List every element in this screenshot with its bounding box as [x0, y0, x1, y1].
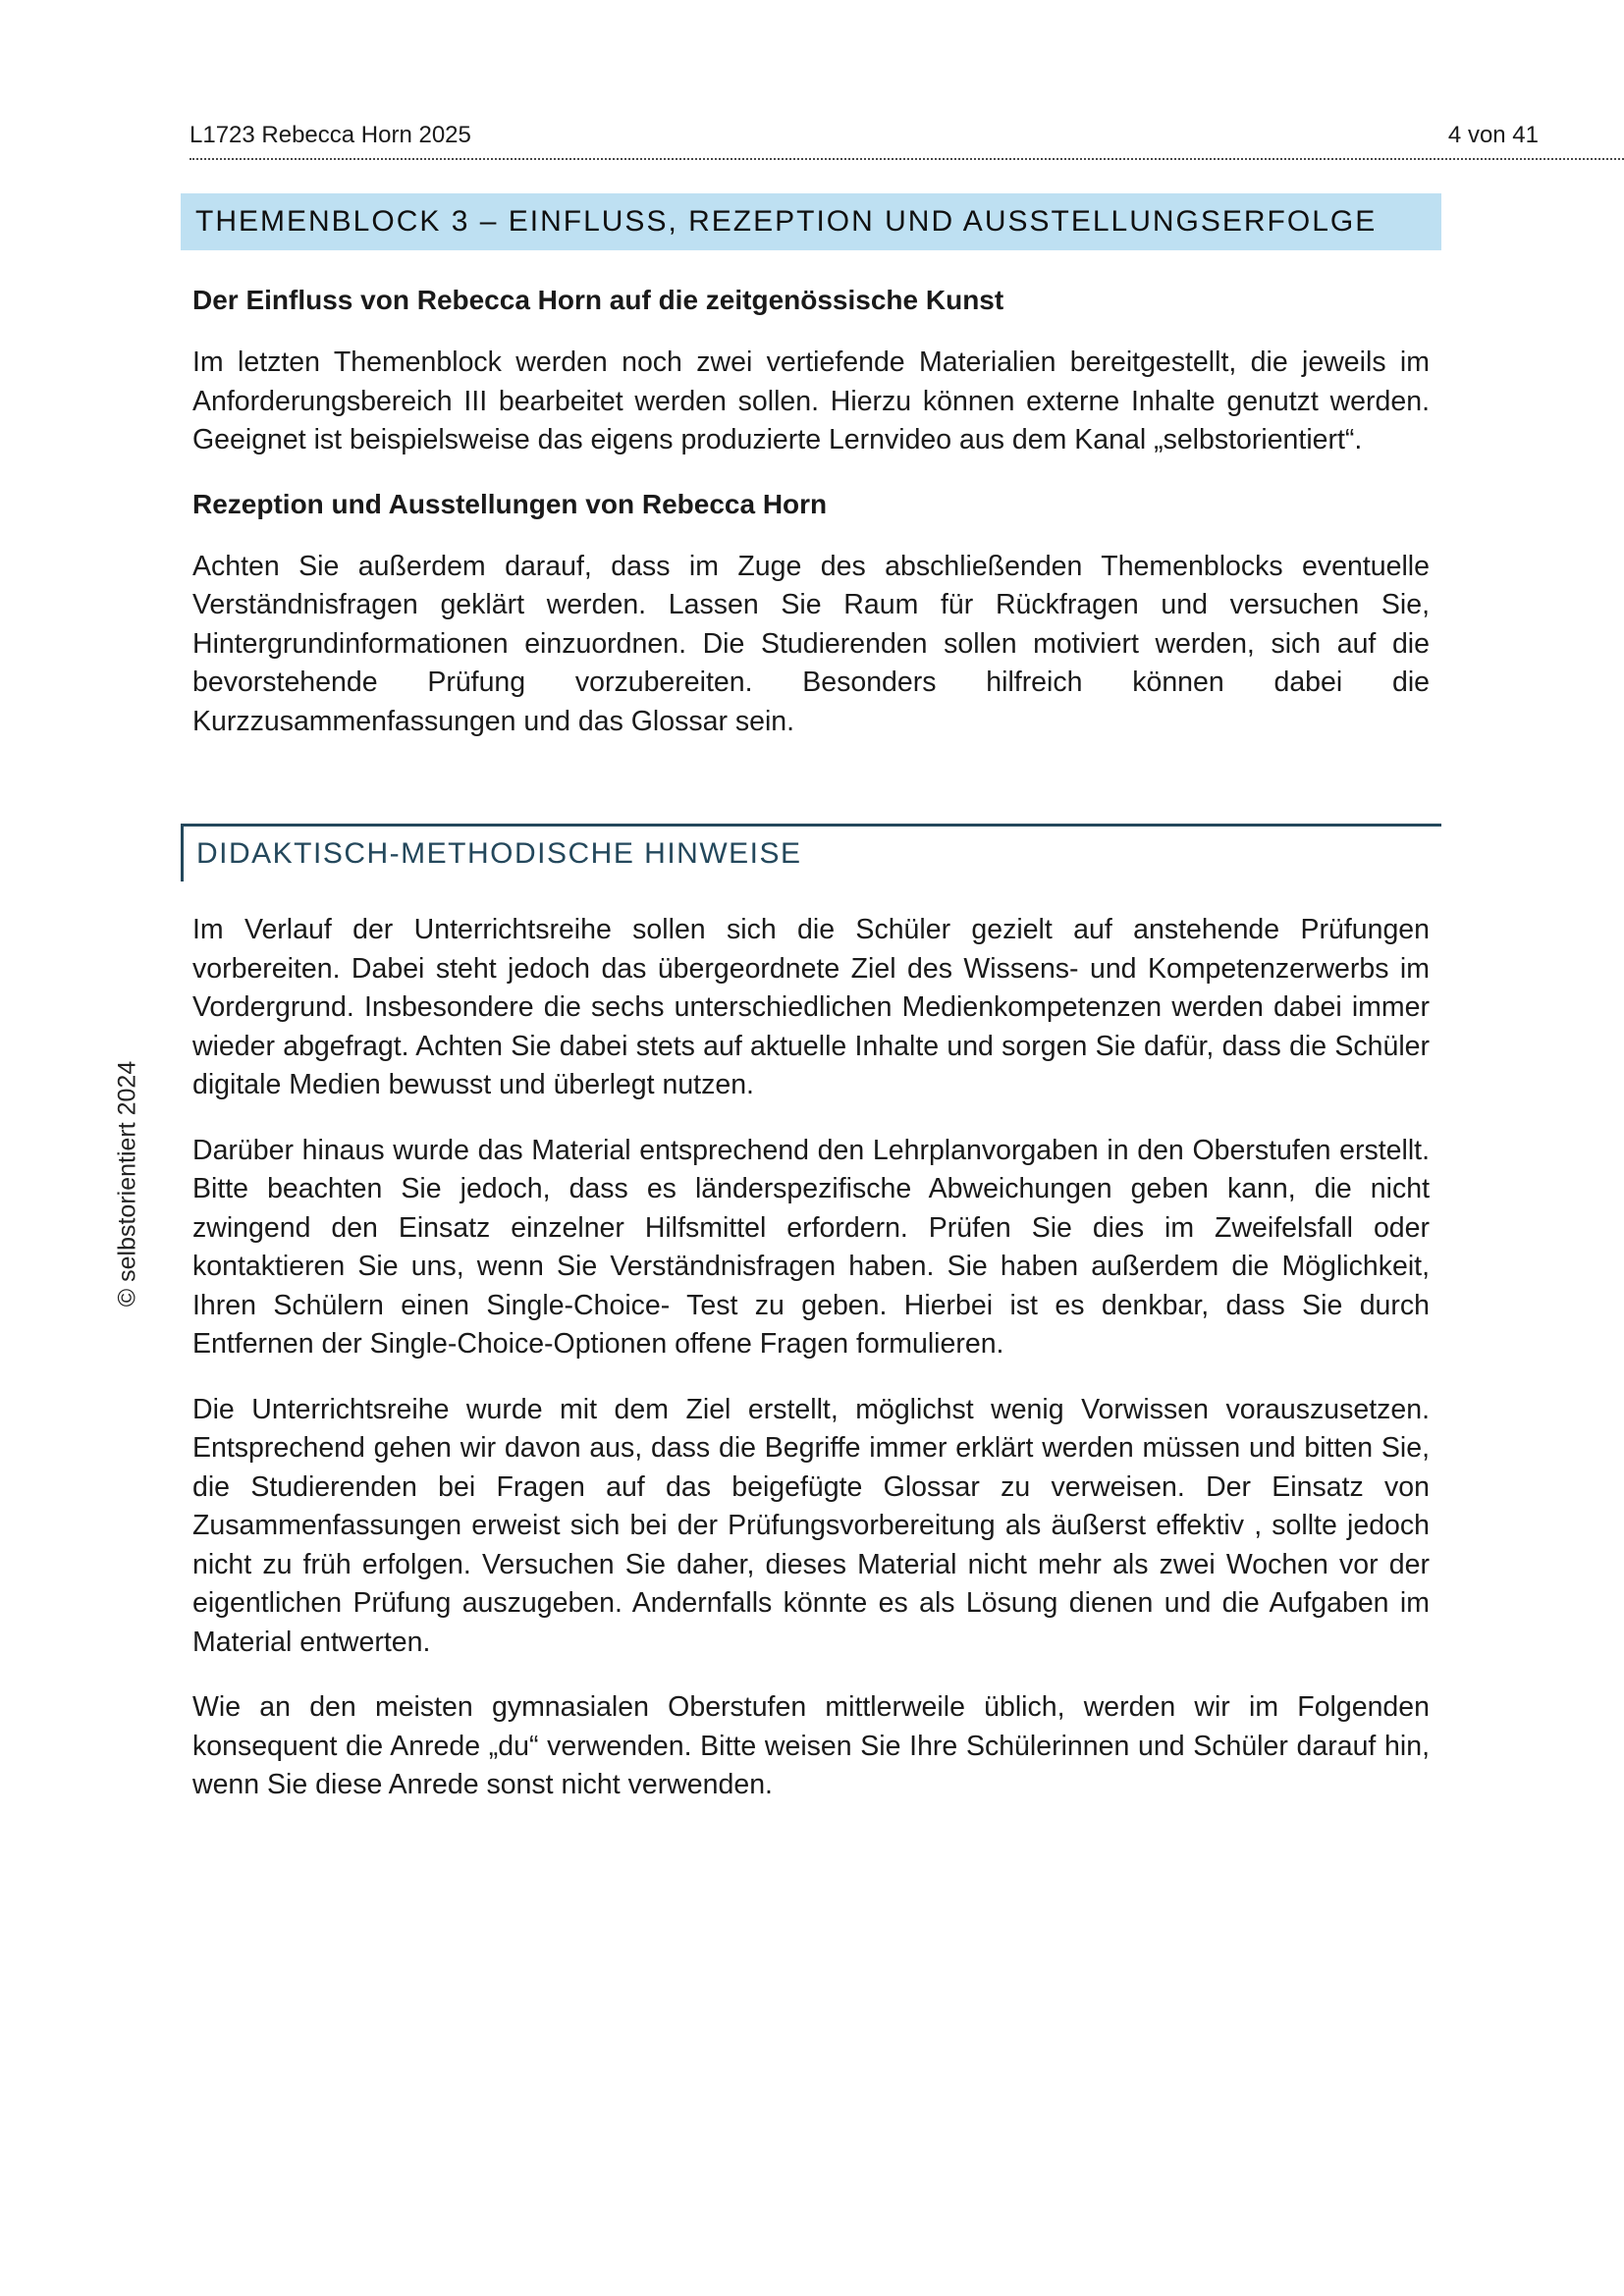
didaktik-section-heading-box [181, 824, 1441, 881]
paragraph-rezeption: Achten Sie außerdem darauf, dass im Zuge des abschließenden Themenblocks eventuelle Verständnisfragen geklärt werden. Lassen Sie Raum für Rückfragen und versuchen Sie, Hintergrundinformationen einzuordnen. Die Studierenden sollen motiviert werden, sich auf die bevorstehende Prüfung vorzubereiten. Besonders hilfreich können dabei die Kurzzusammenfassungen und das Glossar sein. [192, 550, 1430, 737]
subheading-einfluss: Der Einfluss von Rebecca Horn auf die zeitgenössische Kunst [192, 285, 1004, 315]
subheading-rezeption: Rezeption und Ausstellungen von Rebecca Horn [192, 488, 828, 519]
copyright-vertical-label: © selbstorientiert 2024 [113, 1060, 141, 1308]
themenblock-title: THEMENBLOCK 3 – EINFLUSS, REZEPTION UND AUSSTELLUNGSERFOLGE [195, 205, 1378, 238]
paragraph-verlauf: Im Verlauf der Unterrichtsreihe sollen sich die Schüler gezielt auf anstehende Prüfungen vorbereiten. Dabei steht jedoch das übergeordnete Ziel des Wissens- und Kompetenzerwerbs im Vordergrund. Insbesondere die sechs unterschiedlichen Medienkompetenzen werden dabei immer wieder abgefragt. Achten Sie dabei stets auf aktuelle Inhalte und sorgen Sie dafür, dass die Schüler digitale Medien bewusst und überlegt nutzen. [192, 914, 1430, 1100]
paragraph-material: Darüber hinaus wurde das Material entsprechend den Lehrplanvorgaben in den Oberstufen erstellt. Bitte beachten Sie jedoch, dass es länderspezifische Abweichungen geben kann, die nicht zwingend den Einsatz einzelner Hilfsmittel erfordern. Prüfen Sie dies im Zweifelsfall oder kontaktieren Sie uns, wenn Sie Verständnisfragen haben. Sie haben außerdem die Möglichkeit, Ihren Schülern einen Single-Choice- Test zu geben. Hierbei ist es denkbar, dass Sie durch Entfernen der Single-Choice-Optionen offene Fragen formulieren. [192, 1134, 1430, 1360]
paragraph-anrede: Wie an den meisten gymnasialen Oberstufen mittlerweile üblich, werden wir im Folgenden konsequent die Anrede „du“ verwenden. Bitte weisen Sie Ihre Schülerinnen und Schüler darauf hin, wenn Sie diese Anrede sonst nicht verwenden. [192, 1691, 1430, 1800]
header-page-number: 4 von 41 [1447, 122, 1539, 148]
paragraph-einfluss: Im letzten Themenblock werden noch zwei vertiefende Materialien bereitgestellt, die jeweils im Anforderungsbereich III bearbeitet werden sollen. Hierzu können externe Inhalte genutzt werden. Geeignet ist beispielsweise das eigens produzierte Lernvideo aus dem Kanal „selbstorientiert“. [192, 347, 1430, 455]
paragraph-vorwissen: Die Unterrichtsreihe wurde mit dem Ziel erstellt, möglichst wenig Vorwissen vorauszusetzen. Entsprechend gehen wir davon aus, dass die Begriffe immer erklärt werden müssen und bitten Sie, die Studierenden bei Fragen auf das beigefügte Glossar zu verweisen. Der Einsatz von Zusammenfassungen erweist sich bei der Prüfungsvorbereitung als äußerst effektiv , sollte jedoch nicht zu früh erfolgen. Versuchen Sie daher, dieses Material nicht mehr als zwei Wochen vor der eigentlichen Prüfung auszugeben. Andernfalls könnte es als Lösung dienen und die Aufgaben im Material entwerten. [192, 1393, 1430, 1658]
page-header [189, 122, 1624, 160]
content-area [181, 193, 1441, 1832]
header-doc-code: L1723 Rebecca Horn 2025 [189, 122, 471, 148]
themenblock-banner [181, 193, 1441, 250]
didaktik-section-title: DIDAKTISCH-METHODISCHE HINWEISE [196, 837, 802, 870]
